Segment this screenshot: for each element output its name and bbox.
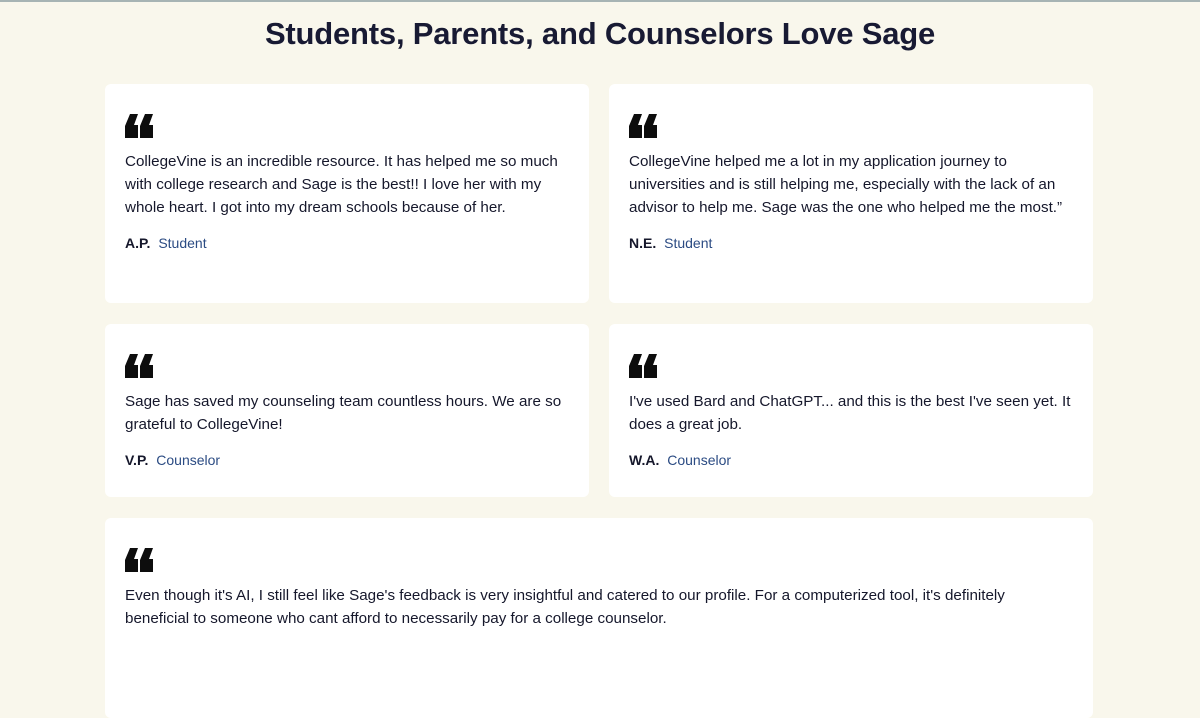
author-initials: N.E. xyxy=(629,235,657,251)
quote-icon xyxy=(629,354,659,378)
testimonial-attribution xyxy=(629,233,1073,253)
testimonial-text: CollegeVine helped me a lot in my application journey to universities and is still helping me, especially with the lack of an advisor to help me. Sage was the one who helped me the most.” xyxy=(629,153,1063,216)
testimonial-card xyxy=(105,324,589,497)
author-initials: V.P. xyxy=(125,452,149,468)
testimonial-attribution xyxy=(125,450,569,470)
testimonial-card xyxy=(609,324,1093,497)
testimonial-card xyxy=(105,518,1093,718)
author-role: Counselor xyxy=(667,452,732,468)
author-role: Student xyxy=(158,235,207,251)
testimonial-attribution xyxy=(125,233,569,253)
author-role: Counselor xyxy=(156,452,221,468)
quote-icon xyxy=(629,114,659,138)
top-border xyxy=(0,0,1200,2)
quote-icon xyxy=(125,114,155,138)
testimonial-card xyxy=(609,84,1093,303)
quote-icon xyxy=(125,548,155,572)
section-title: Students, Parents, and Counselors Love Sage xyxy=(264,16,936,51)
testimonial-text: I've used Bard and ChatGPT... and this is the best I've seen yet. It does a great job. xyxy=(629,393,1071,433)
testimonial-text: CollegeVine is an incredible resource. It has helped me so much with college research and Sage is the best!! I love her with my whole heart. I got into my dream schools because of her. xyxy=(125,153,558,216)
quote-icon xyxy=(125,354,155,378)
testimonial-text: Sage has saved my counseling team countless hours. We are so grateful to CollegeVine! xyxy=(125,393,562,433)
testimonial-card xyxy=(105,84,589,303)
author-initials: A.P. xyxy=(125,235,151,251)
testimonial-text: Even though it's AI, I still feel like Sage's feedback is very insightful and catered to our profile. For a computerized tool, it's definitely beneficial to someone who cant afford to necessarily pay for a college counselor. xyxy=(125,587,1005,627)
author-role: Student xyxy=(664,235,713,251)
testimonial-attribution xyxy=(125,644,1073,664)
testimonial-attribution xyxy=(629,450,1073,470)
author-initials: W.A. xyxy=(629,452,660,468)
